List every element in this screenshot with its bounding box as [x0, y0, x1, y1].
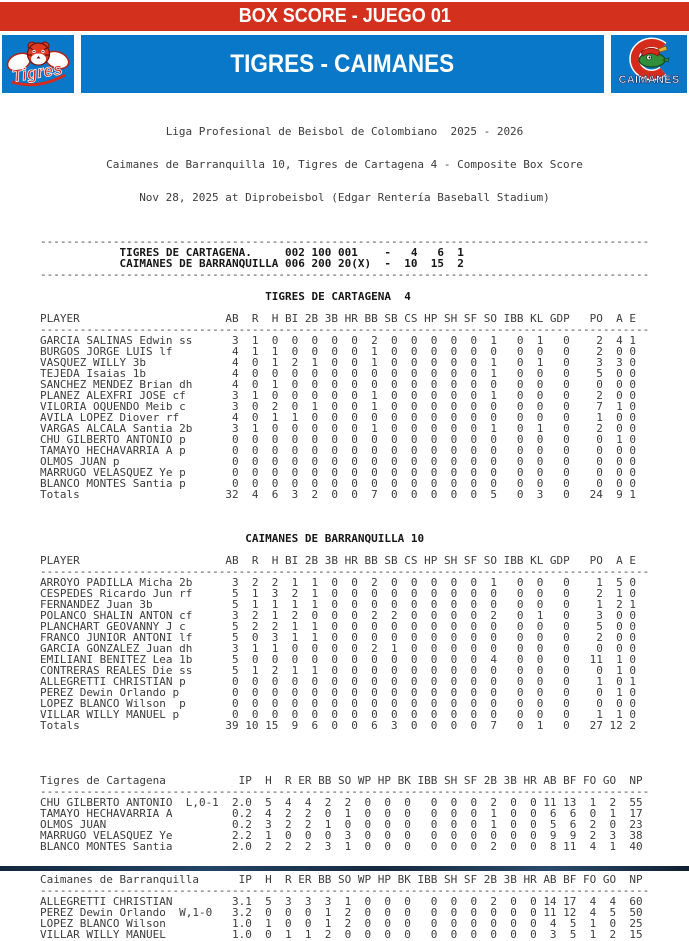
- table-row: --------------------------------------------------------------------------------------------: [40, 268, 650, 281]
- matchup-banner-row: [0, 35, 689, 93]
- table-row: CESPEDES Ricardo Jun rf 5 1 3 2 1 0 0 0 0 0 0 0 0 0 0 0 0 2 1 0: [40, 587, 637, 600]
- table-row: VILLAR WILLY MANUEL 1.0 0 1 1 2 0 0 0 0 0 0 0 0 0 0 3 5 1 2 15: [40, 928, 643, 941]
- table-row: TAMAYO HECHAVARRIA A 0.2 4 2 2 0 1 0 0 0 0 0 0 1 0 0 6 6 0 1 17: [40, 807, 643, 820]
- matchup-title: TIGRES - CAIMANES: [230, 49, 455, 78]
- table-row: OLMOS JUAN p 0 0 0 0 0 0 0 0 0 0 0 0 0 0 0 0 0 0 0 0: [40, 455, 637, 468]
- table-row: PLANEZ ALEXFRI JOSE cf 3 1 0 0 0 0 0 1 0 0 0 0 0 1 0 0 0 2 0 0: [40, 389, 637, 402]
- table-row: FERNANDEZ Juan 3b 5 1 1 1 1 0 0 0 0 0 0 0 0 0 0 0 0 1 2 1: [40, 598, 637, 611]
- table-row: --------------------------------------------------------------------------------------------: [40, 884, 650, 897]
- table-row: --------------------------------------------------------------------------------------------: [40, 565, 650, 578]
- table-row: AVILA LOPEZ Diover rf 4 0 1 1 0 0 0 0 0 0 0 0 0 0 0 0 0 1 0 0: [40, 411, 637, 424]
- table-row: ALLEGRETTI CHRISTIAN 3.1 5 3 3 3 1 0 0 0 0 0 0 2 0 0 14 17 4 4 60: [40, 895, 643, 908]
- table-row: OLMOS JUAN 0.2 3 2 2 1 0 0 0 0 0 0 0 1 0 0 5 6 2 0 23: [40, 818, 643, 831]
- table-row: TAMAYO HECHAVARRIA A p 0 0 0 0 0 0 0 0 0 0 0 0 0 0 0 0 0 0 0 0: [40, 444, 637, 457]
- table-row: CAIMANES DE BARRANQUILLA 10: [40, 532, 425, 545]
- table-row: TIGRES DE CARTAGENA 4: [40, 290, 411, 303]
- table-row: PLAYER AB R H BI 2B 3B HR BB SB CS HP SH SF SO IBB KL GDP PO A E: [40, 554, 637, 567]
- table-row: TEJEDA Isaias 1b 4 0 0 0 0 0 0 0 0 0 0 0 0 1 0 0 0 5 0 0: [40, 367, 637, 380]
- table-row: MARRUGO VELASQUEZ Ye p 0 0 0 0 0 0 0 0 0 0 0 0 0 0 0 0 0 0 0 0: [40, 466, 637, 479]
- table-row: CAIMANES DE BARRANQUILLA 006 200 20(X) - 10 15 2: [40, 257, 464, 270]
- table-row: GARCIA GONZALEZ Juan dh 3 1 1 0 0 0 0 2 1 0 0 0 0 0 0 0 0 0 0 0: [40, 642, 637, 655]
- table-row: LOPEZ BLANCO Wilson p 0 0 0 0 0 0 0 0 0 0 0 0 0 0 0 0 0 0 0 0: [40, 697, 637, 710]
- table-row: BLANCO MONTES Santia p 0 0 0 0 0 0 0 0 0 0 0 0 0 0 0 0 0 0 0 0: [40, 477, 637, 490]
- table-row: CHU GILBERTO ANTONIO p 0 0 0 0 0 0 0 0 0 0 0 0 0 0 0 0 0 0 1 0: [40, 433, 637, 446]
- table-row: BLANCO MONTES Santia 2.0 2 2 2 3 1 0 0 0 0 0 0 2 0 0 8 11 4 1 40: [40, 840, 643, 853]
- box-score-banner: [0, 2, 689, 31]
- table-row: --------------------------------------------------------------------------------------------: [40, 235, 650, 248]
- table-row: CHU GILBERTO ANTONIO L,0-1 2.0 5 4 4 2 2 0 0 0 0 0 0 2 0 0 11 13 1 2 55: [40, 796, 643, 809]
- table-row: GARCIA SALINAS Edwin ss 3 1 0 0 0 0 0 2 0 0 0 0 0 1 0 1 0 2 4 1: [40, 334, 637, 347]
- table-row: ARROYO PADILLA Micha 2b 3 2 2 1 1 0 0 2 0 0 0 0 0 1 0 0 0 1 5 0: [40, 576, 637, 589]
- box-score-title: BOX SCORE - JUEGO 01: [238, 5, 451, 27]
- caimanes-logo-text: CAIMANES: [618, 74, 680, 86]
- table-row: Totals 32 4 6 3 2 0 0 7 0 0 0 0 0 5 0 3 0 24 9 1: [40, 488, 637, 501]
- line-score: [40, 236, 689, 280]
- date-venue-line: Nov 28, 2025 at Diprobeisbol (Edgar Rentería Baseball Stadium): [139, 191, 550, 204]
- table-row: PLANCHART GEOVANNY J c 5 2 2 1 1 0 0 0 0 0 0 0 0 0 0 0 0 5 0 0: [40, 620, 637, 633]
- table-row: ALLEGRETTI CHRISTIAN p 0 0 0 0 0 0 0 0 0 0 0 0 0 0 0 0 0 1 0 1: [40, 675, 637, 688]
- tigres-logo-text: Tigres: [10, 59, 64, 86]
- game-info: [0, 104, 689, 225]
- table-row: LOPEZ BLANCO Wilson 1.0 1 0 0 1 2 0 0 0 0 0 0 0 0 0 4 5 1 0 25: [40, 917, 643, 930]
- caimanes-logo-icon: [611, 35, 687, 93]
- caimanes-pitching-table: [40, 874, 689, 940]
- table-row: Tigres de Cartagena IP H R ER BB SO WP HP BK IBB SH SF 2B 3B HR AB BF FO GO NP: [40, 774, 643, 787]
- caimanes-batting-table: [40, 533, 689, 731]
- table-row: BURGOS JORGE LUIS lf 4 1 1 0 0 0 0 1 0 0 0 0 0 0 0 0 0 2 0 0: [40, 345, 637, 358]
- table-row: FRANCO JUNIOR ANTONI lf 5 0 3 1 1 0 0 0 0 0 0 0 0 0 0 0 0 2 0 0: [40, 631, 637, 644]
- table-row: MARRUGO VELASQUEZ Ye 2.2 1 0 0 0 3 0 0 0 0 0 0 0 0 0 9 9 2 3 38: [40, 829, 643, 842]
- result-line: Caimanes de Barranquilla 10, Tigres de Cartagena 4 - Composite Box Score: [106, 158, 583, 171]
- table-row: Caimanes de Barranquilla IP H R ER BB SO WP HP BK IBB SH SF 2B 3B HR AB BF FO GO NP: [40, 873, 643, 886]
- table-row: PEREZ Dewin Orlando p 0 0 0 0 0 0 0 0 0 0 0 0 0 0 0 0 0 0 1 0: [40, 686, 637, 699]
- tigres-logo: [2, 35, 74, 93]
- table-row: VASQUEZ WILLY 3b 4 0 1 2 1 0 0 1 0 0 0 0 0 1 0 1 0 3 3 0: [40, 356, 637, 369]
- table-row: --------------------------------------------------------------------------------------------: [40, 785, 650, 798]
- caimanes-logo: [611, 35, 687, 93]
- table-row: TIGRES DE CARTAGENA. 002 100 001 - 4 6 1: [40, 246, 464, 259]
- table-row: Totals 39 10 15 9 6 0 0 6 3 0 0 0 0 7 0 1 0 27 12 2: [40, 719, 637, 732]
- tigres-batting-table: [40, 291, 689, 500]
- matchup-banner: [81, 35, 604, 93]
- table-row: VILORIA OQUENDO Meib c 3 0 2 0 1 0 0 1 0 0 0 0 0 0 0 0 0 7 1 0: [40, 400, 637, 413]
- table-row: PLAYER AB R H BI 2B 3B HR BB SB CS HP SH SF SO IBB KL GDP PO A E: [40, 312, 637, 325]
- table-row: POLANCO SHALIN ANTON cf 3 2 1 2 0 0 0 2 2 0 0 0 0 2 0 1 0 3 0 0: [40, 609, 637, 622]
- table-row: VILLAR WILLY MANUEL p 0 0 0 0 0 0 0 0 0 0 0 0 0 0 0 0 0 1 1 0: [40, 708, 637, 721]
- table-row: VARGAS ALCALA Santia 2b 3 1 0 0 0 0 0 1 0 0 0 0 0 1 0 1 0 2 0 0: [40, 422, 637, 435]
- box-score-content: [0, 104, 689, 940]
- table-row: PEREZ Dewin Orlando W,1-0 3.2 0 0 0 1 2 0 0 0 0 0 0 0 0 0 11 12 4 5 50: [40, 906, 643, 919]
- table-row: SANCHEZ MENDEZ Brian dh 4 0 1 0 0 0 0 0 0 0 0 0 0 0 0 0 0 0 0 0: [40, 378, 637, 391]
- tigres-pitching-table: [40, 775, 689, 852]
- table-row: --------------------------------------------------------------------------------------------: [40, 323, 650, 336]
- footer-bar: [0, 866, 689, 871]
- tigres-logo-icon: [2, 35, 74, 93]
- table-row: EMILIANI BENITEZ Lea 1b 5 0 0 0 0 0 0 0 0 0 0 0 0 4 0 0 0 11 1 0: [40, 653, 637, 666]
- table-row: CONTRERAS REALES Die ss 5 1 2 1 1 0 0 0 0 0 0 0 0 0 0 0 0 0 1 0: [40, 664, 637, 677]
- league-line: Liga Profesional de Beisbol de Colombiano 2025 - 2026: [165, 125, 524, 138]
